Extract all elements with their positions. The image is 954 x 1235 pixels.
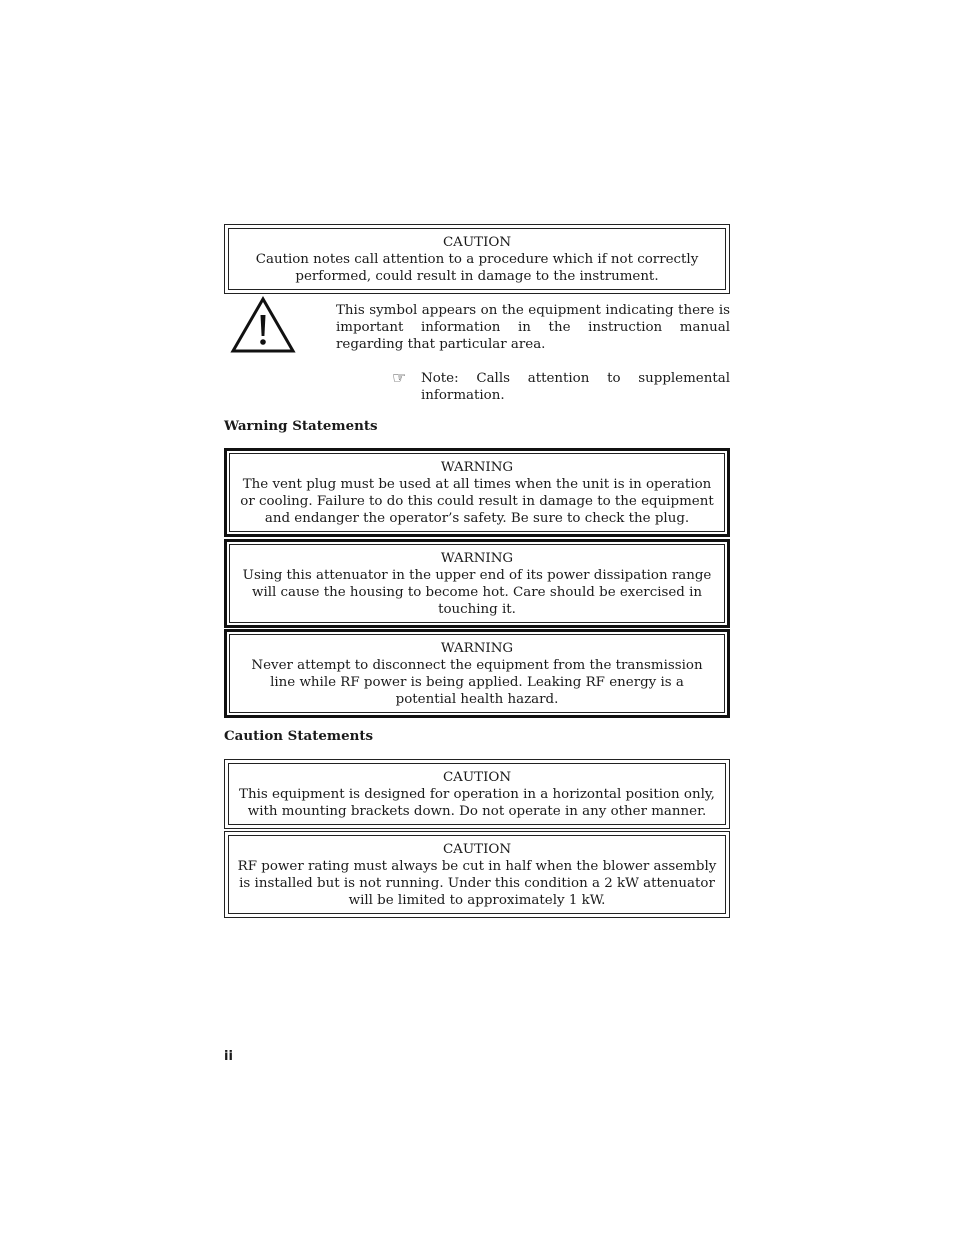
caution-body: RF power rating must always be cut in half when the blower assembly is installed but is not running. Under this condition a 2 kW attenuator will be limited to approximately 1 kW. (237, 859, 717, 908)
pointing-hand-icon: ☞ (392, 368, 407, 387)
warning-statements-heading: Warning Statements (224, 418, 378, 434)
warning-box-inner (229, 453, 725, 532)
symbol-explanation (224, 296, 730, 356)
warning-box (224, 629, 730, 718)
page-number: ii (224, 1049, 233, 1064)
warning-body: The vent plug must be used at all times when the unit is in operation or cooling. Failure to do this could result in damage to the equipment and endanger the operator’s safety. Be sure to check the plug. (240, 477, 714, 526)
caution-definition-title: CAUTION (442, 235, 512, 250)
warning-body: Never attempt to disconnect the equipment from the transmission line while RF power is being applied. Leaking RF energy is a potential health hazard. (251, 658, 703, 707)
caution-definition-box (224, 224, 730, 294)
caution-body: This equipment is designed for operation in a horizontal position only, with mounting brackets down. Do not operate in any other manner. (239, 787, 715, 819)
caution-box-inner (228, 763, 726, 825)
warning-body: Using this attenuator in the upper end of its power dissipation range will cause the housing to become hot. Care should be exercised in touching it. (242, 568, 712, 617)
caution-title: CAUTION (442, 842, 512, 857)
warning-box-inner (229, 544, 725, 623)
caution-box (224, 759, 730, 829)
note-description: Note: Calls attention to supplemental information. (421, 371, 730, 403)
warning-box (224, 539, 730, 628)
warning-box-inner (229, 634, 725, 713)
warning-title: WARNING (440, 641, 514, 656)
caution-box (224, 831, 730, 918)
caution-statements-heading: Caution Statements (224, 728, 374, 744)
warning-title: WARNING (440, 460, 514, 475)
warning-title: WARNING (440, 551, 514, 566)
symbol-description: This symbol appears on the equipment indicating there is important information in the instruction manual regarding that particular area. (336, 303, 730, 352)
warning-box (224, 448, 730, 537)
caution-title: CAUTION (442, 770, 512, 785)
caution-definition-inner (228, 228, 726, 290)
caution-box-inner (228, 835, 726, 914)
caution-definition-body: Caution notes call attention to a procedure which if not correctly performed, could result in damage to the instrument. (255, 252, 699, 284)
warning-triangle-icon (230, 296, 296, 354)
